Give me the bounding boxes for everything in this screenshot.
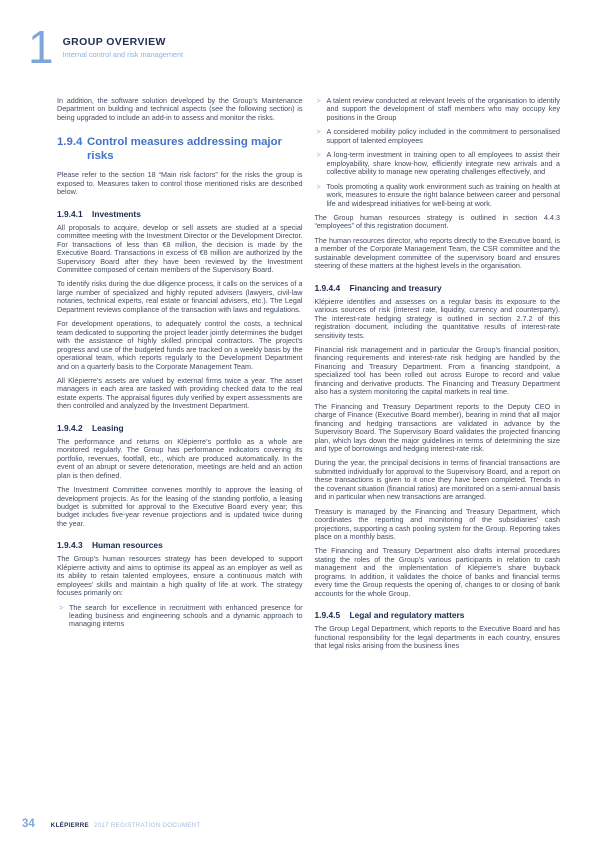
- list-item-text: A talent review conducted at relevant levels of the organisation to identify and support the development of staff members who may occupy key positions in the Group: [326, 96, 560, 122]
- header-text: [63, 22, 183, 59]
- list-item: [315, 183, 561, 208]
- subsection-heading-1-9-4-5: [315, 610, 561, 620]
- paragraph: The Group Legal Department, which reports to the Executive Board and has functional responsibility for the legal departments in each country, ensures that legal risks arising from the business lines: [314, 624, 560, 651]
- subsection-title: Human resources: [92, 540, 163, 551]
- paragraph: The Group’s human resources strategy has been developed to support Klépierre activity and aims to optimise its appeal as an employer as well as its ability to retain talented employees, ensure a continuous match with employees’ skills and maintain a high quality of life at work. The strategy focuses primarily on:: [57, 554, 303, 598]
- subsection-title: Investments: [92, 208, 141, 219]
- bullet-chevron-icon: >: [316, 127, 321, 137]
- subsection-heading-1-9-4-4: [315, 283, 561, 293]
- paragraph: Financial risk management and in particular the Group’s financial position, financing requirements and interest-rate risk hedging are handled by the Financing and Treasury Department. From a financing standpoint, a specialized tool has been rolled out across Europe to record and value financing and derivative products. The Financing and Treasury Department also has a system monitoring the capital markets in real time.: [314, 344, 560, 397]
- subsection-number: 1.9.4.4: [314, 282, 341, 293]
- two-column-body: [57, 97, 560, 657]
- list-item: [315, 97, 561, 122]
- section-heading-1-9-4: [57, 135, 303, 163]
- paragraph: During the year, the principal decisions in terms of financial transactions are submitted individually for approval to the Supervisory Board, and a report on these transactions is given to it once they have been completed. Trends in the covenant situation (financial ratios) are monitored on a semi-annual basis and in particular when new transactions are arranged.: [314, 458, 560, 502]
- list-item-text: A long-term investment in training open to all employees to assist their employability, share know-how, efficiently integrate new arrivals and a collective ability to manage new operating challenges effectively, and: [326, 150, 560, 177]
- right-column: [315, 97, 561, 657]
- subsection-title: Leasing: [92, 422, 124, 433]
- paragraph: Klépierre identifies and assesses on a regular basis its exposure to the various sources of risk (interest rate, liquidity, currency and counterparty). The interest-rate hedging strategy is outlined in section 2.7.2 of this registration document, including the quantitative results of interest-rate sensitivity tests.: [314, 296, 560, 340]
- paragraph-intro: In addition, the software solution developed by the Group’s Maintenance Department on building and technical aspects (see the following section) is being upgraded to include an add-in to assess and monitor the risks.: [57, 96, 303, 122]
- paragraph: The Financing and Treasury Department also drafts internal procedures stating the roles of the Group’s various participants in relation to cash management and the implementation of Klépierre’s share buyback programs. In addition, it validates the choice of banks and financial terms every time the Group requests the opening of, changes to or closing of bank accounts for the whole Group.: [314, 546, 560, 598]
- bullet-chevron-icon: >: [59, 602, 64, 612]
- paragraph: All Klépierre’s assets are valued by external firms twice a year. The asset managers in each area are tasked with providing checked data to the real estate experts. The appraisal figures duly verified by expert assessments are then controlled and analyzed by the Investment Department.: [57, 375, 303, 411]
- subsection-heading-1-9-4-3: [57, 540, 303, 550]
- subsection-number: 1.9.4.3: [57, 540, 83, 551]
- paragraph: Treasury is managed by the Financing and Treasury Department, which coordinates the reporting and monitoring of the subsidiaries’ cash projections, supporting a cash pooling system for the Group. Reporting takes place on a monthly basis.: [314, 506, 560, 542]
- subsection-title: Financing and treasury: [349, 282, 442, 293]
- paragraph: The human resources director, who reports directly to the Executive board, is a member of the Corporate Management Team, the CSR committee and the sustainable development committee of the supervisory board and ensures steering of these matters at the highest levels in the organisation.: [314, 235, 560, 271]
- bullet-chevron-icon: >: [316, 181, 321, 191]
- list-item: [57, 604, 303, 629]
- paragraph: All proposals to acquire, develop or sell assets are studied at a special committee meeting with the Investment Director or the Development Director. For transactions of less than €8 million, the decision is made by the Executive Board. Transactions in excess of €8 million are authorized by the Supervisory Board after they have been reviewed by the Investment Committee composed of certain members of the Supervisory Board.: [57, 222, 303, 274]
- bullet-chevron-icon: >: [316, 150, 321, 160]
- section-number: 1.9.4: [57, 136, 83, 149]
- page-number: 34: [22, 818, 35, 830]
- chapter-subtitle: Internal control and risk management: [62, 50, 184, 59]
- brand-name: KLÉPIERRE: [50, 822, 89, 829]
- list-item: [315, 151, 561, 176]
- paragraph: To identify risks during the due diligence process, it calls on the services of a large number of specialized and highly reputed advisers (lawyers, civil-law notaries, technical experts, real estate or financial advisers, etc.). The Legal Department reviews compliance of the transaction with laws and regulations.: [57, 279, 303, 314]
- paragraph: Please refer to the section 18 “Main risk factors” for the risks the group is exposed to. Measures taken to control those mentioned risks are described below.: [57, 170, 303, 197]
- list-item: [315, 128, 561, 145]
- subsection-number: 1.9.4.2: [57, 422, 83, 433]
- bullet-chevron-icon: >: [316, 96, 321, 105]
- subsection-title: Legal and regulatory matters: [349, 610, 465, 621]
- list-item-text: Tools promoting a quality work environment such as training on health at work, measures to ensure the right balance between career and personal life and widespread initiatives for well-being at work.: [326, 181, 560, 208]
- paragraph: The Investment Committee convenes monthly to approve the leasing of development projects. As for the leasing of the standing portfolio, a leasing budget is submitted for approval to the Executive Board every year; this budget includes five-year revenue projections and is updated twice during the year.: [57, 485, 303, 528]
- paragraph: For development operations, to adequately control the costs, a technical team dedicated to supporting the project leader jointly determines the budget with the assistance of highly skilled principal contractors. The project’s progress and use of the budgeted funds are tracked on a weekly basis by the operational team, which reports regularly to the Development Department and on a quarterly basis to the Corporate Management Team.: [57, 319, 303, 371]
- list-item-text: The search for excellence in recruitment with enhanced presence for leading business and engineering schools and a dynamic approach to managing interns: [69, 602, 303, 629]
- paragraph: The performance and returns on Klépierre’s portfolio as a whole are monitored regularly. The Group has performance indicators covering its portfolio, revenues, footfall, etc., which are produced automatically. In the event of an abrupt or severe deterioration, meetings are held and an action plan is then defined.: [57, 436, 303, 480]
- page-header: [28, 22, 183, 72]
- subsection-heading-1-9-4-1: [57, 209, 303, 219]
- subsection-number: 1.9.4.5: [314, 610, 341, 621]
- section-title: Control measures addressing major risks: [87, 136, 282, 163]
- subsection-number: 1.9.4.1: [57, 208, 83, 219]
- document-label: 2017 REGISTRATION DOCUMENT: [93, 822, 201, 829]
- list-item-text: A considered mobility policy included in the commitment to personalised support of talented employees: [326, 127, 560, 145]
- subsection-heading-1-9-4-2: [57, 423, 303, 433]
- paragraph: The Financing and Treasury Department reports to the Deputy CEO in charge of Finance (Executive Board member), bearing in mind that all major financing and hedging transactions are validated in advance by the Supervisory Board. The Supervisory Board validates the projected financing plan, which lays down the major guidelines in terms of determining the size and type of borrowings and hedging interest-rate risk.: [314, 401, 560, 453]
- chapter-number: 1: [28, 21, 52, 73]
- paragraph: The Group human resources strategy is outlined in section 4.4.3 “employees” of this registration document.: [314, 212, 560, 231]
- left-column: [57, 97, 303, 657]
- page-footer: [22, 818, 201, 830]
- chapter-title: GROUP OVERVIEW: [62, 36, 166, 48]
